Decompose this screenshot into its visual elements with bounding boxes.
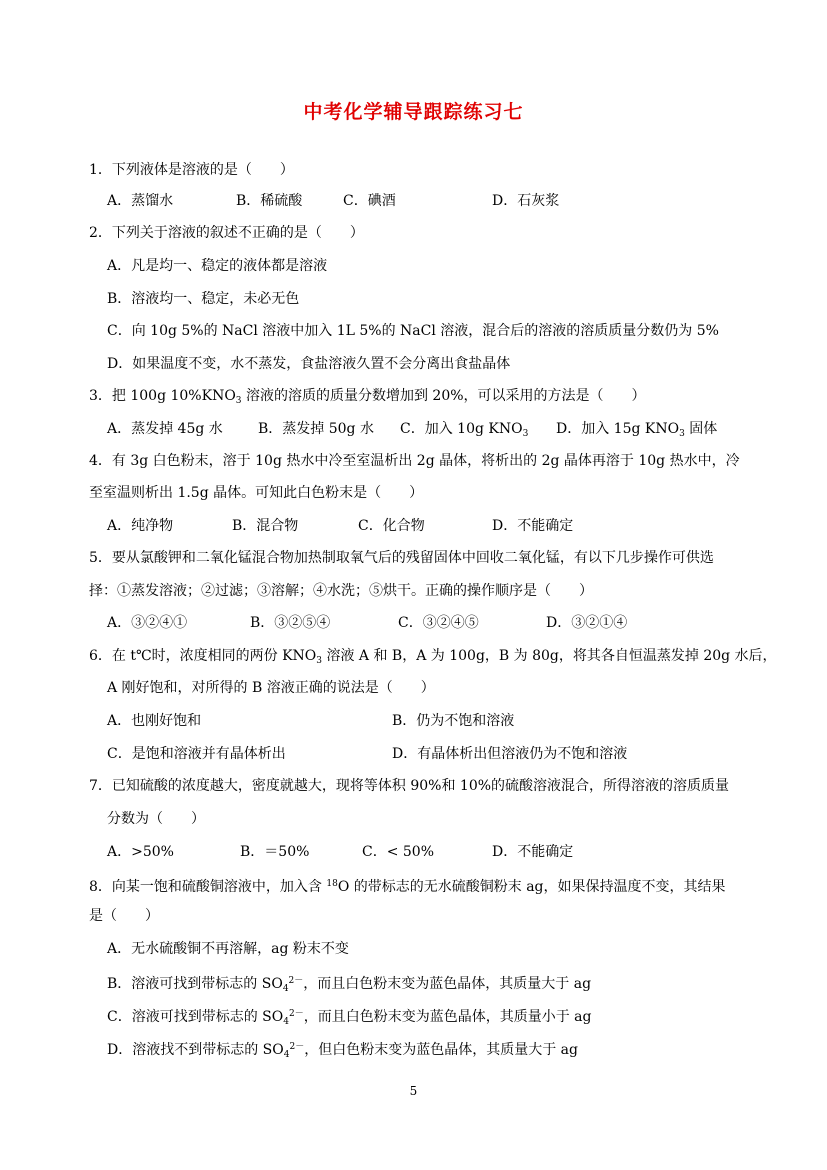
- question-3-stem: 3．把 100g $10\%KNO_3$ 溶液的溶质的质量分数增加到 20%，可以采用的方法是（ ）: [89, 388, 646, 406]
- q7-option-c: C．< 50%: [362, 844, 435, 860]
- q1-option-c: C．碘酒: [343, 193, 396, 209]
- q1-option-b: B．稀硫酸: [236, 193, 303, 209]
- page-number: 5: [409, 1084, 418, 1098]
- question-7-stem-line2: 分数为（ ）: [107, 811, 205, 827]
- question-5-stem-line2: 择：①蒸发溶液；②过滤；③溶解；④水洗；⑤烘干。正确的操作顺序是（ ）: [89, 583, 593, 599]
- q2-option-a: A．凡是均一、稳定的液体都是溶液: [107, 258, 328, 274]
- q1-option-a: A．蒸馏水: [107, 193, 174, 209]
- page-title: 中考化学辅导跟踪练习七: [303, 101, 524, 123]
- q2-option-b: B．溶液均一、稳定，未必无色: [107, 291, 300, 307]
- question-5-stem-line1: 5．要从氯酸钾和二氧化锰混合物加热制取氧气后的残留固体中回收二氧化锰，有以下几步操作可供选: [89, 550, 714, 566]
- q3-option-a: A．蒸发掉 45g 水: [107, 421, 223, 437]
- q3-option-c: C．加入 10g $KNO_3$: [400, 421, 529, 439]
- q5-option-c: C．③②④⑤: [398, 615, 479, 631]
- q2-option-d: D．如果温度不变，水不蒸发，食盐溶液久置不会分离出食盐晶体: [107, 356, 511, 372]
- question-7-stem-line1: 7．已知硫酸的浓度越大，密度就越大，现将等体积 90%和 10%的硫酸溶液混合，所得溶液的溶质质量: [89, 778, 730, 794]
- q6-option-a: A．也刚好饱和: [107, 713, 202, 729]
- q8-option-c: C．溶液可找到带标志的 $SO_4^{2-}$，而且白色粉末变为蓝色晶体，其质量小于 ag: [107, 1009, 592, 1027]
- q6-option-b: B．仍为不饱和溶液: [392, 713, 515, 729]
- question-6-stem-line1: 6．在 t℃时，浓度相同的两份 $KNO_3$ 溶液 A 和 B，A 为 100g，B 为 80g，将其各自恒温蒸发掉 20g 水后，: [89, 648, 777, 666]
- q1-option-d: D．石灰浆: [492, 193, 560, 209]
- question-8-stem-line1: 8．向某一饱和硫酸铜溶液中，加入含 $^{18}$O 的带标志的无水硫酸铜粉末 ag，如果保持温度不变，其结果: [89, 879, 726, 895]
- q4-option-d: D．不能确定: [492, 518, 574, 534]
- q4-option-c: C．化合物: [358, 518, 425, 534]
- q8-option-b: B．溶液可找到带标志的 $SO_4^{2-}$，而且白色粉末变为蓝色晶体，其质量大于 ag: [107, 976, 592, 994]
- q3-option-d: D．加入 15g $KNO_3$ 固体: [556, 421, 718, 439]
- question-2-stem: 2．下列关于溶液的叙述不正确的是（ ）: [89, 225, 364, 241]
- q3-option-b: B．蒸发掉 50g 水: [258, 421, 374, 437]
- question-1-stem: 1．下列液体是溶液的是（ ）: [89, 162, 294, 178]
- q6-option-c: C．是饱和溶液并有晶体析出: [107, 746, 286, 762]
- question-6-stem-line2: A 刚好饱和，对所得的 B 溶液正确的说法是（ ）: [107, 680, 435, 696]
- question-8-stem-line2: 是（ ）: [89, 908, 159, 924]
- q5-option-d: D．③②①④: [546, 615, 628, 631]
- question-4-stem-line1: 4．有 3g 白色粉末，溶于 10g 热水中冷至室温析出 2g 晶体，将析出的 2g 晶体再溶于 10g 热水中，冷: [89, 453, 740, 469]
- q6-option-d: D．有晶体析出但溶液仍为不饱和溶液: [392, 746, 628, 762]
- q2-option-c: C．向 10g 5%的 NaCl 溶液中加入 1L 5%的 NaCl 溶液，混合后的溶液的溶质质量分数仍为 5%: [107, 323, 719, 339]
- q8-option-d: D．溶液找不到带标志的 $SO_4^{2-}$，但白色粉末变为蓝色晶体，其质量大于 ag: [107, 1042, 578, 1060]
- q4-option-a: A．纯净物: [107, 518, 174, 534]
- q5-option-b: B．③②⑤④: [250, 615, 331, 631]
- q7-option-b: B．＝50%: [240, 844, 310, 860]
- q4-option-b: B．混合物: [232, 518, 299, 534]
- q7-option-d: D．不能确定: [492, 844, 574, 860]
- q8-option-a: A．无水硫酸铜不再溶解，ag 粉末不变: [107, 941, 349, 957]
- q5-option-a: A．③②④①: [107, 615, 188, 631]
- question-4-stem-line2: 至室温则析出 1.5g 晶体。可知此白色粉末是（ ）: [89, 485, 424, 501]
- q7-option-a: A．>50%: [107, 844, 174, 860]
